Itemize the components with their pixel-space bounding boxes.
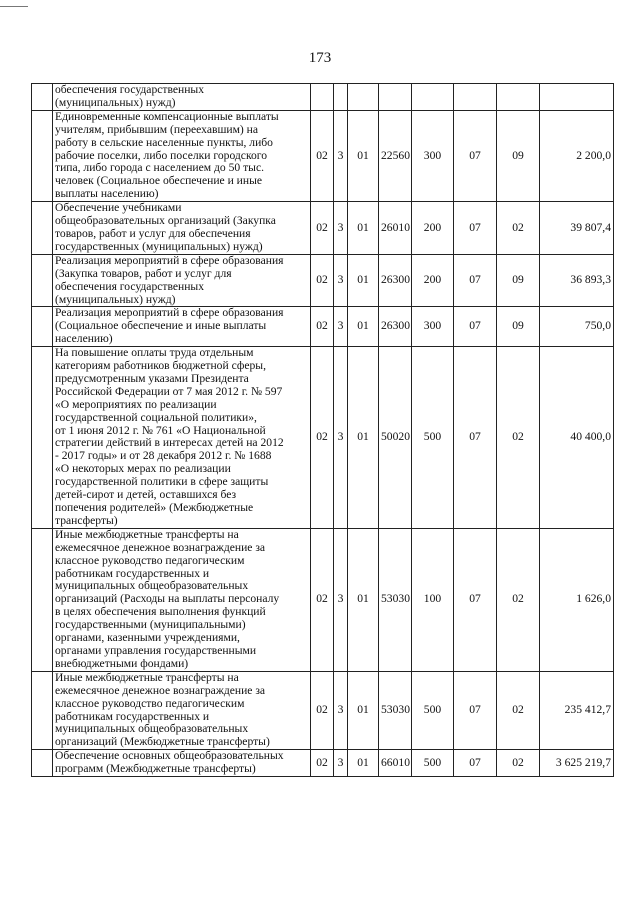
description-cell [53,307,311,347]
description-line: На повышение оплаты труда отдельным [55,346,254,360]
description-line: обеспечения государственных [55,83,205,96]
event-code: 01 [348,528,379,671]
chapter-code: 02 [311,750,334,777]
description-line: программ (Межбюджетные трансферты) [55,762,256,776]
section-code: 07 [454,307,497,347]
direction-code: 66010 [379,750,412,777]
margin-cell [32,750,53,777]
description-line: предусмотренным указами Президента [55,371,249,385]
subsection-code [497,84,540,111]
direction-code: 22560 [379,110,412,201]
table-row [32,671,614,749]
description-line: стратегии действий в интересах детей на 2012 [55,436,284,450]
amount-cell: 40 400,0 [540,347,614,529]
description-line: Обеспечение учебниками [55,201,182,215]
description-line: Единовременные компенсационные выплаты [55,109,279,123]
amount-cell: 235 412,7 [540,671,614,749]
amount-cell: 2 200,0 [540,110,614,201]
direction-code: 26010 [379,202,412,255]
budget-table [31,83,614,777]
event-code: 01 [348,110,379,201]
expense-type-code: 200 [412,254,454,307]
description-cell [53,84,311,111]
subsection-code: 09 [497,110,540,201]
expense-type-code: 500 [412,671,454,749]
table-row [32,347,614,529]
margin-cell [32,671,53,749]
chapter-code: 02 [311,307,334,347]
chapter-code: 02 [311,254,334,307]
margin-cell [32,110,53,201]
description-line: Иные межбюджетные трансферты на [55,670,239,684]
description-line: (Социальное обеспечение и иные выплаты [55,319,267,333]
section-code: 07 [454,110,497,201]
subprogram-code: 3 [334,110,348,201]
description-line: ежемесячное денежное вознаграждение за [55,683,266,697]
description-line: Российской Федерации от 7 мая 2012 г. № 597 [55,384,283,398]
description-line: «О некоторых мерах по реализации [55,462,231,476]
description-line: трансферты) [55,513,118,527]
description-line: Иные межбюджетные трансферты на [55,527,239,541]
subsection-code: 02 [497,202,540,255]
section-code: 07 [454,671,497,749]
section-code: 07 [454,254,497,307]
chapter-code [311,84,334,111]
description-cell [53,671,311,749]
description-line: организаций (Межбюджетные трансферты) [55,735,270,749]
event-code [348,84,379,111]
direction-code: 50020 [379,347,412,529]
event-code: 01 [348,254,379,307]
expense-type-code: 100 [412,528,454,671]
page-number: 173 [308,50,332,66]
event-code: 01 [348,202,379,255]
description-line: органами управления государственными [55,643,257,657]
amount-cell: 39 807,4 [540,202,614,255]
direction-code: 26300 [379,254,412,307]
description-line: выплаты населению) [55,187,159,201]
description-line: муниципальных общеобразовательных [55,722,249,736]
description-line: государственной социальной политики», [55,410,257,424]
subsection-code: 09 [497,254,540,307]
description-line: общеобразовательных организаций (Закупка [55,214,276,228]
subsection-code: 02 [497,750,540,777]
description-line: от 1 июня 2012 г. № 761 «О Национальной [55,423,266,437]
description-line: учителям, прибывшим (переехавшим) на [55,122,259,136]
direction-code: 53030 [379,671,412,749]
description-line: классное руководство педагогическим [55,696,245,710]
description-cell [53,347,311,529]
amount-cell: 1 626,0 [540,528,614,671]
description-line: - 2017 годы» и от 28 декабря 2012 г. № 1688 [55,449,272,463]
description-line: населению) [55,332,113,346]
table-row [32,202,614,255]
subprogram-code: 3 [334,254,348,307]
description-line: государственной политики в сфере защиты [55,475,269,489]
table-row [32,84,614,111]
subprogram-code: 3 [334,307,348,347]
description-line: Обеспечение основных общеобразовательных [55,749,284,763]
description-line: (муниципальных) нужд) [55,292,176,306]
subsection-code: 09 [497,307,540,347]
chapter-code: 02 [311,671,334,749]
amount-cell [540,84,614,111]
table-row [32,254,614,307]
section-code [454,84,497,111]
description-line: органами, казенными учреждениями, [55,631,240,645]
subsection-code: 02 [497,347,540,529]
table-row [32,110,614,201]
event-code: 01 [348,750,379,777]
chapter-code: 02 [311,202,334,255]
description-line: типа, либо города с населением до 50 тыс. [55,161,265,175]
subprogram-code: 3 [334,202,348,255]
description-line: муниципальных общеобразовательных [55,579,249,593]
budget-table-body [32,84,614,777]
description-line: категориям работников бюджетной сферы, [55,359,266,373]
expense-type-code: 300 [412,307,454,347]
margin-cell [32,307,53,347]
margin-cell [32,347,53,529]
description-line: товаров, работ и услуг для обеспечения [55,226,251,240]
direction-code [379,84,412,111]
event-code: 01 [348,347,379,529]
description-line: классное руководство педагогическим [55,553,245,567]
description-line: работникам государственных и [55,709,210,723]
event-code: 01 [348,307,379,347]
subprogram-code [334,84,348,111]
description-line: детей-сирот и детей, оставшихся без [55,488,237,502]
chapter-code: 02 [311,110,334,201]
event-code: 01 [348,671,379,749]
description-line: государственных (муниципальных) нужд) [55,239,263,253]
description-line: (Закупка товаров, работ и услуг для [55,266,232,280]
description-line: работникам государственных и [55,566,210,580]
expense-type-code: 300 [412,110,454,201]
description-line: государственными (муниципальными) [55,618,246,632]
section-code: 07 [454,750,497,777]
section-code: 07 [454,202,497,255]
chapter-code: 02 [311,528,334,671]
margin-cell [32,202,53,255]
margin-cell [32,84,53,111]
description-line: Реализация мероприятий в сфере образования [55,253,284,267]
description-cell [53,528,311,671]
subprogram-code: 3 [334,347,348,529]
margin-cell [32,254,53,307]
scan-corner-mark [0,0,28,7]
direction-code: 53030 [379,528,412,671]
description-line: обеспечения государственных [55,279,205,293]
amount-cell: 3 625 219,7 [540,750,614,777]
margin-cell [32,528,53,671]
subprogram-code: 3 [334,750,348,777]
description-line: попечения родителей» (Межбюджетные [55,501,254,514]
subsection-code: 02 [497,528,540,671]
description-line: «О мероприятиях по реализации [55,397,217,411]
description-cell [53,750,311,777]
direction-code: 26300 [379,307,412,347]
description-line: работу в сельские населенные пункты, либо [55,135,273,149]
expense-type-code: 500 [412,750,454,777]
expense-type-code [412,84,454,111]
subprogram-code: 3 [334,528,348,671]
description-cell [53,202,311,255]
description-line: в целях обеспечения выполнения функций [55,605,266,619]
section-code: 07 [454,528,497,671]
expense-type-code: 500 [412,347,454,529]
table-row [32,750,614,777]
description-line: организаций (Расходы на выплаты персоналу [55,592,280,606]
subprogram-code: 3 [334,671,348,749]
description-line: ежемесячное денежное вознаграждение за [55,540,266,554]
description-line: (муниципальных) нужд) [55,95,176,109]
expense-type-code: 200 [412,202,454,255]
table-row [32,528,614,671]
table-row [32,307,614,347]
amount-cell: 750,0 [540,307,614,347]
description-line: внебюджетными фондами) [55,656,189,670]
chapter-code: 02 [311,347,334,529]
subsection-code: 02 [497,671,540,749]
description-cell [53,110,311,201]
amount-cell: 36 893,3 [540,254,614,307]
description-line: Реализация мероприятий в сфере образования [55,306,284,320]
section-code: 07 [454,347,497,529]
description-cell [53,254,311,307]
description-line: рабочие поселки, либо поселки городского [55,148,268,162]
description-line: человек (Социальное обеспечение и иные [55,174,263,188]
